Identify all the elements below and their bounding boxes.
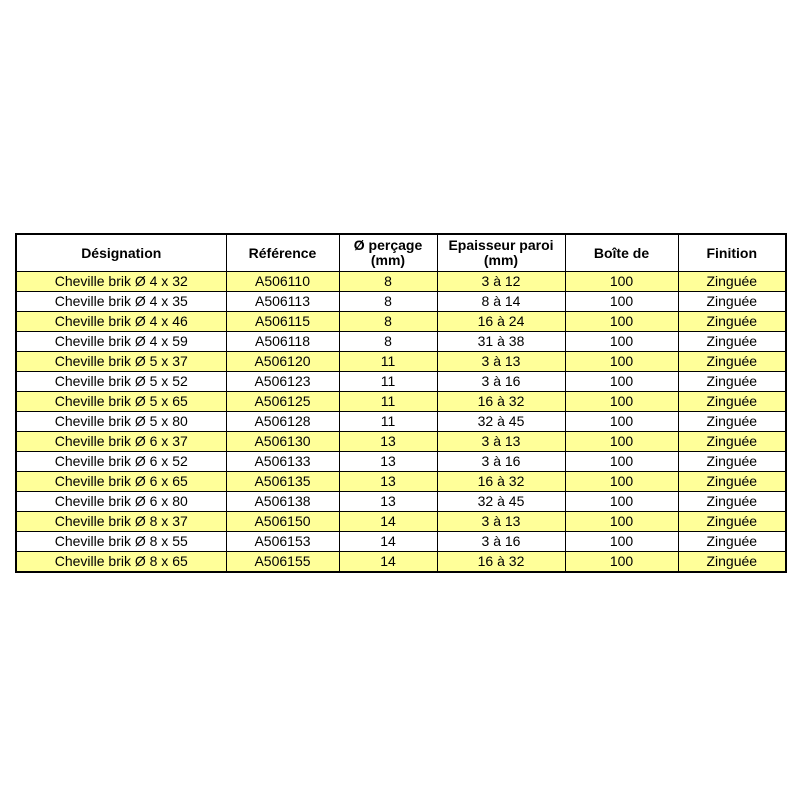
table-row — [16, 392, 786, 412]
cell-designation: Cheville brik Ø 6 x 52 — [16, 452, 226, 472]
cell-percage: 8 — [339, 332, 437, 352]
cell-finition: Zinguée — [678, 352, 786, 372]
cell-reference: A506120 — [226, 352, 339, 372]
cell-epaisseur: 16 à 32 — [437, 552, 565, 573]
table-header-row — [16, 234, 786, 272]
cell-reference: A506150 — [226, 512, 339, 532]
cell-designation: Cheville brik Ø 8 x 55 — [16, 532, 226, 552]
header-percage: Ø perçage (mm) — [339, 234, 437, 272]
cell-boite: 100 — [565, 532, 678, 552]
cell-designation: Cheville brik Ø 4 x 59 — [16, 332, 226, 352]
product-table — [15, 233, 787, 573]
table-row — [16, 552, 786, 573]
cell-reference: A506113 — [226, 292, 339, 312]
cell-percage: 14 — [339, 552, 437, 573]
cell-percage: 8 — [339, 312, 437, 332]
cell-reference: A506153 — [226, 532, 339, 552]
table-row — [16, 532, 786, 552]
cell-percage: 8 — [339, 272, 437, 292]
header-boite: Boîte de — [565, 234, 678, 272]
table-row — [16, 492, 786, 512]
cell-percage: 11 — [339, 372, 437, 392]
table-body — [16, 272, 786, 573]
cell-designation: Cheville brik Ø 4 x 32 — [16, 272, 226, 292]
cell-designation: Cheville brik Ø 4 x 35 — [16, 292, 226, 312]
cell-designation: Cheville brik Ø 5 x 37 — [16, 352, 226, 372]
cell-epaisseur: 32 à 45 — [437, 492, 565, 512]
cell-designation: Cheville brik Ø 5 x 52 — [16, 372, 226, 392]
cell-percage: 13 — [339, 432, 437, 452]
cell-epaisseur: 3 à 12 — [437, 272, 565, 292]
header-finition: Finition — [678, 234, 786, 272]
cell-reference: A506155 — [226, 552, 339, 573]
cell-designation: Cheville brik Ø 5 x 80 — [16, 412, 226, 432]
cell-epaisseur: 3 à 16 — [437, 532, 565, 552]
cell-boite: 100 — [565, 292, 678, 312]
table-row — [16, 412, 786, 432]
cell-finition: Zinguée — [678, 372, 786, 392]
cell-designation: Cheville brik Ø 4 x 46 — [16, 312, 226, 332]
cell-percage: 13 — [339, 492, 437, 512]
table-row — [16, 472, 786, 492]
cell-epaisseur: 31 à 38 — [437, 332, 565, 352]
cell-finition: Zinguée — [678, 312, 786, 332]
cell-boite: 100 — [565, 512, 678, 532]
cell-finition: Zinguée — [678, 512, 786, 532]
cell-designation: Cheville brik Ø 5 x 65 — [16, 392, 226, 412]
cell-boite: 100 — [565, 332, 678, 352]
cell-boite: 100 — [565, 452, 678, 472]
cell-designation: Cheville brik Ø 8 x 37 — [16, 512, 226, 532]
table-row — [16, 372, 786, 392]
cell-finition: Zinguée — [678, 532, 786, 552]
cell-finition: Zinguée — [678, 492, 786, 512]
cell-percage: 13 — [339, 472, 437, 492]
table-row — [16, 292, 786, 312]
cell-boite: 100 — [565, 312, 678, 332]
cell-boite: 100 — [565, 372, 678, 392]
header-reference: Référence — [226, 234, 339, 272]
table-row — [16, 312, 786, 332]
cell-reference: A506118 — [226, 332, 339, 352]
cell-finition: Zinguée — [678, 412, 786, 432]
cell-epaisseur: 3 à 16 — [437, 372, 565, 392]
cell-reference: A506135 — [226, 472, 339, 492]
cell-finition: Zinguée — [678, 332, 786, 352]
cell-boite: 100 — [565, 552, 678, 573]
cell-finition: Zinguée — [678, 552, 786, 573]
cell-reference: A506133 — [226, 452, 339, 472]
cell-percage: 14 — [339, 512, 437, 532]
cell-boite: 100 — [565, 472, 678, 492]
cell-epaisseur: 16 à 32 — [437, 392, 565, 412]
cell-designation: Cheville brik Ø 6 x 80 — [16, 492, 226, 512]
cell-boite: 100 — [565, 392, 678, 412]
cell-boite: 100 — [565, 352, 678, 372]
cell-epaisseur: 16 à 32 — [437, 472, 565, 492]
table-row — [16, 272, 786, 292]
product-table-container — [15, 233, 785, 573]
cell-percage: 11 — [339, 392, 437, 412]
table-row — [16, 452, 786, 472]
cell-percage: 14 — [339, 532, 437, 552]
table-row — [16, 332, 786, 352]
cell-epaisseur: 3 à 13 — [437, 432, 565, 452]
cell-reference: A506115 — [226, 312, 339, 332]
table-row — [16, 432, 786, 452]
cell-boite: 100 — [565, 272, 678, 292]
cell-epaisseur: 3 à 13 — [437, 512, 565, 532]
cell-percage: 11 — [339, 412, 437, 432]
cell-designation: Cheville brik Ø 8 x 65 — [16, 552, 226, 573]
table-row — [16, 512, 786, 532]
cell-finition: Zinguée — [678, 452, 786, 472]
header-designation: Désignation — [16, 234, 226, 272]
cell-percage: 13 — [339, 452, 437, 472]
cell-reference: A506130 — [226, 432, 339, 452]
cell-finition: Zinguée — [678, 272, 786, 292]
header-epaisseur: Epaisseur paroi (mm) — [437, 234, 565, 272]
cell-reference: A506110 — [226, 272, 339, 292]
table-row — [16, 352, 786, 372]
cell-epaisseur: 3 à 13 — [437, 352, 565, 372]
cell-finition: Zinguée — [678, 392, 786, 412]
cell-boite: 100 — [565, 492, 678, 512]
cell-designation: Cheville brik Ø 6 x 65 — [16, 472, 226, 492]
cell-reference: A506125 — [226, 392, 339, 412]
cell-epaisseur: 8 à 14 — [437, 292, 565, 312]
cell-finition: Zinguée — [678, 432, 786, 452]
cell-boite: 100 — [565, 412, 678, 432]
cell-epaisseur: 3 à 16 — [437, 452, 565, 472]
cell-epaisseur: 16 à 24 — [437, 312, 565, 332]
cell-reference: A506128 — [226, 412, 339, 432]
cell-reference: A506138 — [226, 492, 339, 512]
cell-epaisseur: 32 à 45 — [437, 412, 565, 432]
cell-finition: Zinguée — [678, 472, 786, 492]
cell-reference: A506123 — [226, 372, 339, 392]
cell-percage: 8 — [339, 292, 437, 312]
cell-boite: 100 — [565, 432, 678, 452]
cell-percage: 11 — [339, 352, 437, 372]
cell-finition: Zinguée — [678, 292, 786, 312]
cell-designation: Cheville brik Ø 6 x 37 — [16, 432, 226, 452]
